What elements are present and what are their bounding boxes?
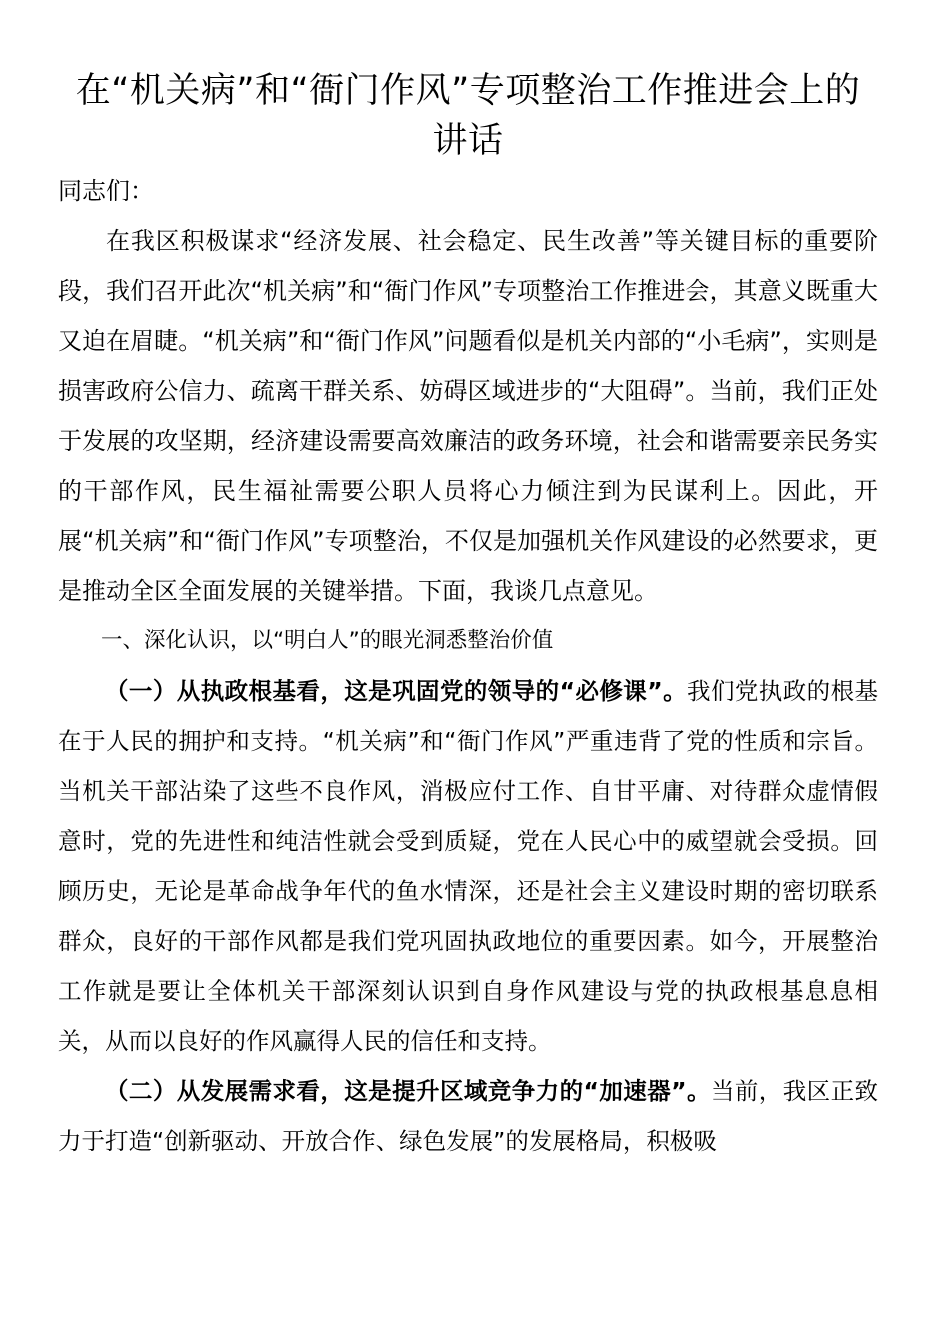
intro-paragraph: 在我区积极谋求“经济发展、社会稳定、民生改善”等关键目标的重要阶段，我们召开此次“机关病”和“衙门作风”专项整治工作推进会，其意义既重大又迫在眉睫。“机关病”和“衙门作风”问题看似是机关内部的“小毛病”，实则是损害政府公信力、疏离干群关系、妨碍区域进步的“大阻碍”。当前，我们正处于发展的攻坚期，经济建设需要高效廉洁的政务环境，社会和谐需要亲民务实的干部作风，民生福祉需要公职人员将心力倾注到为民谋利上。因此，开展“机关病”和“衙门作风”专项整治，不仅是加强机关作风建设的必然要求，更是推动全区全面发展的关键举措。下面，我谈几点意见。 — [58, 227, 878, 605]
document-page — [58, 66, 878, 1166]
point-1-body: 我们党执政的根基在于人民的拥护和支持。“机关病”和“衙门作风”严重违背了党的性质和宗旨。当机关干部沾染了这些不良作风，消极应付工作、自甘平庸、对待群众虚情假意时，党的先进性和纯洁性就会受到质疑，党在人民心中的威望就会受损。回顾历史，无论是革命战争年代的鱼水情深，还是社会主义建设时期的密切联系群众，良好的干部作风都是我们党巩固执政地位的重要因素。如今，开展整治工作就是要让全体机关干部深刻认识到自身作风建设与党的执政根基息息相关，从而以良好的作风赢得人民的信任和支持。 — [58, 677, 879, 1055]
point-2-body: 当前，我区正致力于打造“创新驱动、开放合作、绿色发展”的发展格局，积极吸 — [58, 1077, 879, 1155]
salutation: 同志们： — [58, 177, 154, 205]
section-heading-1: 一、深化认识，以“明白人”的眼光洞悉整治价值 — [101, 628, 554, 653]
point-1-paragraph — [58, 666, 878, 1066]
point-2-paragraph — [58, 1066, 878, 1166]
document-title: 在“机关病”和“衙门作风”专项整治工作推进会上的讲话 — [75, 71, 861, 161]
point-1-lead: （一）从执政根基看，这是巩固党的领导的“必修课”。 — [105, 677, 688, 705]
point-2-lead: （二）从发展需求看，这是提升区域竞争力的“加速器”。 — [105, 1077, 711, 1105]
